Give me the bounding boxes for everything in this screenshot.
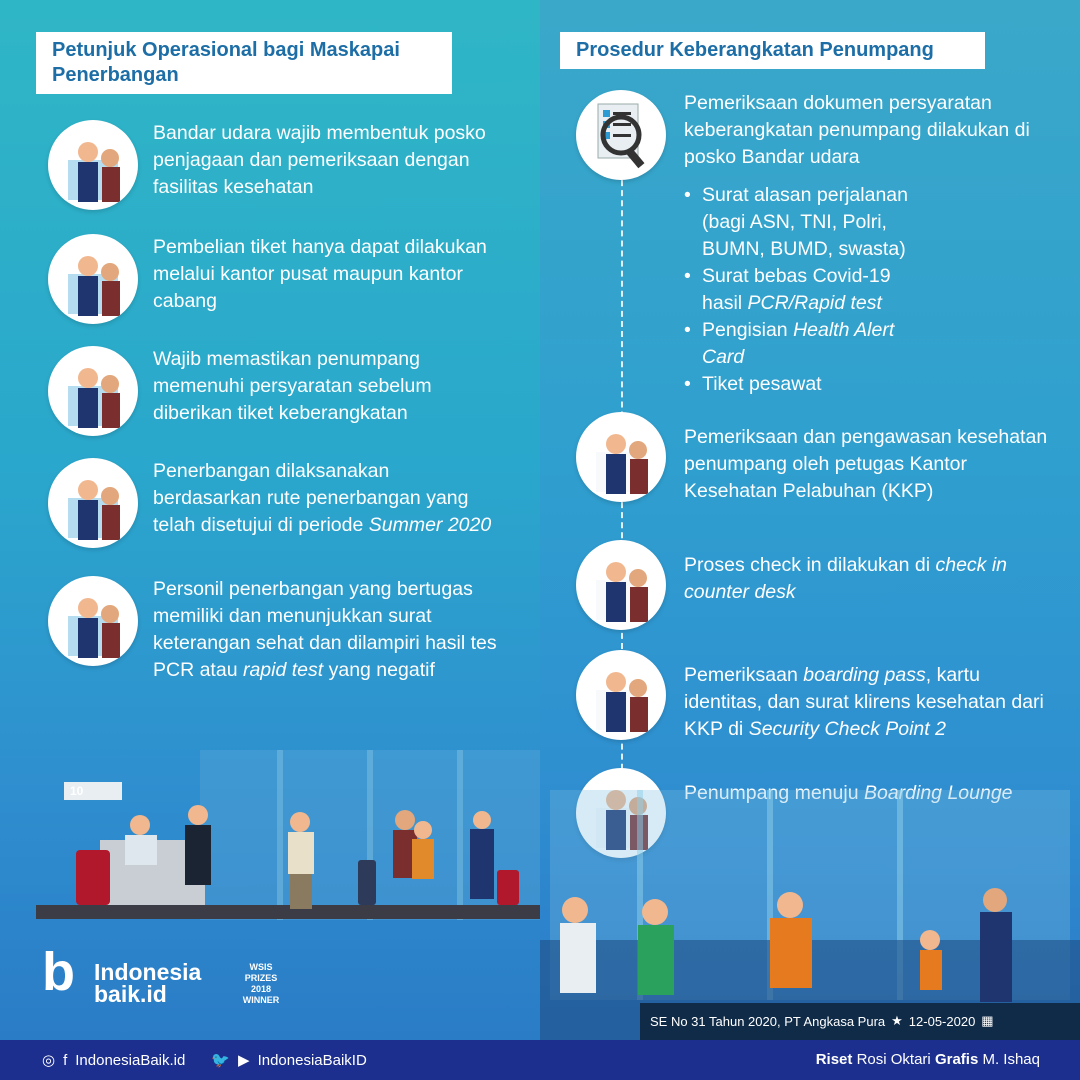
text-segment: check in counter desk bbox=[684, 554, 1008, 603]
left-item-text bbox=[153, 234, 503, 315]
step-document-check-text: Pemeriksaan dokumen persyaratan keberangkatan penumpang dilakukan di posko Bandar udara bbox=[684, 92, 1030, 168]
left-item bbox=[48, 576, 518, 684]
handle-secondary: IndonesiaBaikID bbox=[257, 1051, 367, 1069]
left-item bbox=[48, 458, 518, 548]
counter-number-sign: 10 bbox=[70, 784, 84, 798]
requirement-item bbox=[684, 317, 932, 371]
procedure-step-text bbox=[684, 552, 1049, 606]
source-date: 12-05-2020 bbox=[908, 1013, 976, 1029]
credits bbox=[816, 1051, 1040, 1068]
text-segment: Surat bebas Covid-19 hasil bbox=[702, 265, 891, 314]
left-item-text bbox=[153, 576, 503, 684]
text-segment: Tiket pesawat bbox=[702, 373, 822, 395]
check-in-counter-icon bbox=[576, 540, 666, 630]
text-segment: Pemeriksaan bbox=[684, 664, 804, 686]
right-section-title: Prosedur Keberangkatan Penumpang bbox=[560, 32, 985, 69]
procedure-step-text bbox=[684, 662, 1049, 743]
airline-ticket-office-icon bbox=[48, 234, 138, 324]
source-info bbox=[650, 1013, 994, 1029]
airplane-route-map-icon bbox=[48, 458, 138, 548]
text-segment: Pembelian tiket hanya dapat dilakukan melalui kantor pusat maupun kantor cabang bbox=[153, 236, 487, 312]
logo-mark: b bbox=[42, 942, 75, 1002]
text-segment: Proses check in dilakukan di bbox=[684, 554, 936, 576]
wsis-l1: WSIS bbox=[249, 962, 273, 972]
health-check-icon bbox=[576, 412, 666, 502]
document-magnifier-icon bbox=[576, 90, 666, 180]
left-item bbox=[48, 120, 518, 210]
text-segment: Boarding Lounge bbox=[863, 782, 1013, 804]
left-item-text bbox=[153, 120, 503, 201]
handle-primary: IndonesiaBaik.id bbox=[75, 1051, 186, 1069]
text-segment: boarding pass bbox=[803, 664, 926, 686]
indonesiabaik-logo bbox=[42, 942, 202, 1007]
text-segment: M. Ishaq bbox=[982, 1051, 1040, 1068]
procedure-step bbox=[576, 412, 1056, 505]
text-segment: PCR/Rapid test bbox=[747, 292, 882, 314]
text-segment: Rosi Oktari bbox=[856, 1051, 935, 1068]
text-segment: Health Alert Card bbox=[702, 319, 895, 368]
text-segment: Grafis bbox=[934, 1051, 983, 1068]
requirement-item bbox=[684, 371, 932, 398]
text-segment: Wajib memastikan penumpang memenuhi persyaratan sebelum diberikan tiket keberangkatan bbox=[153, 348, 432, 424]
procedure-step-document-check bbox=[576, 90, 1046, 180]
requirement-item bbox=[684, 182, 932, 263]
left-item bbox=[48, 346, 518, 436]
text-segment: Summer 2020 bbox=[368, 514, 492, 536]
left-item-text bbox=[153, 458, 503, 539]
requirements-bullet-list bbox=[684, 182, 932, 398]
procedure-step bbox=[576, 540, 1056, 630]
text-segment: Personil penerbangan yang bertugas memiliki dan menunjukkan surat keterangan sehat dan dilampiri hasil tes PCR atau bbox=[153, 578, 497, 681]
boarding-lounge-scene-illustration bbox=[540, 780, 1080, 1040]
left-item-text bbox=[153, 346, 503, 427]
procedure-step bbox=[576, 650, 1056, 743]
text-segment: Penerbangan dilaksanakan berdasarkan rute penerbangan yang telah disetujui di periode bbox=[153, 460, 469, 536]
text-segment: Bandar udara wajib membentuk posko penjagaan dan pemeriksaan dengan fasilitas kesehatan bbox=[153, 122, 486, 198]
text-segment: Penumpang menuju bbox=[684, 782, 864, 804]
requirement-item bbox=[684, 263, 932, 317]
wsis-prize-badge bbox=[234, 962, 288, 1026]
facebook-icon[interactable]: f bbox=[63, 1051, 68, 1069]
left-item bbox=[48, 234, 518, 324]
logo-line2: baik.id bbox=[94, 981, 167, 1007]
procedure-step-text bbox=[684, 424, 1049, 505]
wsis-l2: PRIZES bbox=[244, 973, 278, 983]
health-check-icon bbox=[48, 346, 138, 436]
text-segment: Pemeriksaan dan pengawasan kesehatan penumpang oleh petugas Kantor Kesehatan Pelabuhan (KKP) bbox=[684, 426, 1048, 502]
pin-icon: ★ bbox=[891, 1013, 903, 1028]
text-segment: Pengisian bbox=[702, 319, 794, 341]
calendar-icon: ▦ bbox=[981, 1013, 994, 1028]
flight-crew-icon bbox=[48, 576, 138, 666]
text-segment: yang negatif bbox=[323, 659, 435, 681]
logo-line1: Indonesia bbox=[94, 959, 202, 985]
youtube-icon[interactable]: ▶ bbox=[238, 1052, 250, 1069]
text-segment: , kartu identitas, dan surat klirens kesehatan dari KKP di bbox=[684, 664, 1044, 740]
boarding-pass-magnifier-icon bbox=[576, 650, 666, 740]
left-section-title: Petunjuk Operasional bagi Maskapai Penerbangan bbox=[36, 32, 452, 94]
security-checkpoint-icon bbox=[48, 120, 138, 210]
footer-bar bbox=[0, 1040, 1080, 1080]
check-in-scene-illustration bbox=[0, 740, 540, 940]
text-segment: Surat alasan perjalanan (bagi ASN, TNI, Polri, BUMN, BUMD, swasta) bbox=[702, 184, 908, 260]
wsis-l3: 2018 bbox=[250, 984, 272, 994]
instagram-icon[interactable]: ◎ bbox=[42, 1052, 56, 1069]
text-segment: Riset bbox=[815, 1051, 857, 1068]
text-segment: rapid test bbox=[242, 659, 324, 681]
source-text: SE No 31 Tahun 2020, PT Angkasa Pura bbox=[650, 1013, 886, 1029]
twitter-icon[interactable]: 🐦 bbox=[211, 1052, 231, 1069]
wsis-l4: WINNER bbox=[242, 995, 280, 1005]
text-segment: Security Check Point 2 bbox=[748, 718, 946, 740]
